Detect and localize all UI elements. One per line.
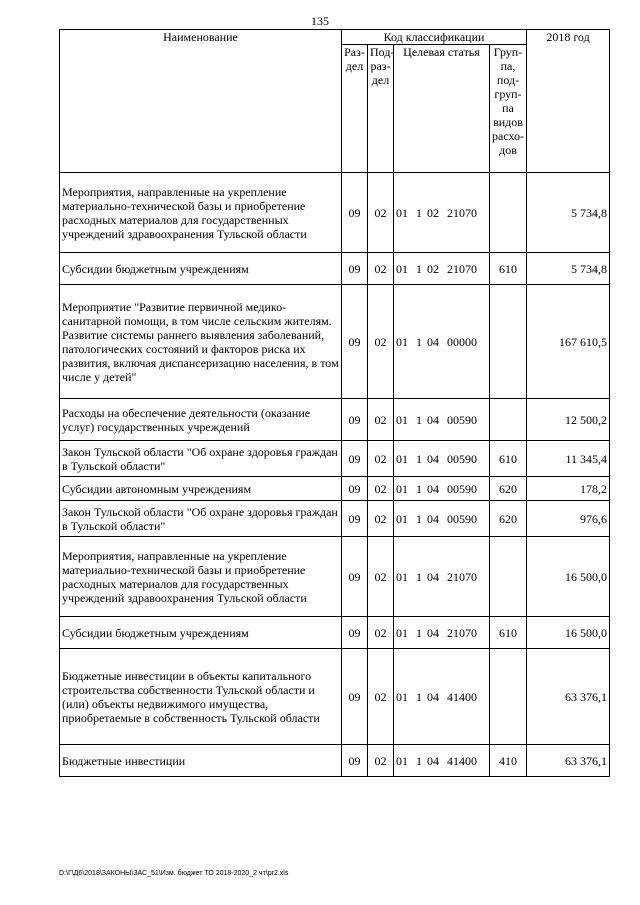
file-path-footer: D:\Г\Д6\2018\ЗАКОНЫ\ЗАС_51\Изм. бюджет ТО 2018-2020_2 чт\pr2.xls xyxy=(59,870,289,877)
table-row xyxy=(60,501,610,537)
row-expense-group: 620 xyxy=(490,477,527,501)
article-direction: 00590 xyxy=(447,511,477,526)
table-row xyxy=(60,441,610,477)
row-subsection: 02 xyxy=(368,399,394,441)
table-row xyxy=(60,537,610,617)
row-expense-group: 610 xyxy=(490,253,527,285)
row-subsection: 02 xyxy=(368,745,394,777)
header-subsection: Под- раз- дел xyxy=(368,45,394,173)
budget-table xyxy=(59,29,610,777)
row-name: Закон Тульской области "Об охране здоровья граждан в Тульской области" xyxy=(60,441,342,477)
row-section: 09 xyxy=(342,745,368,777)
row-section: 09 xyxy=(342,173,368,253)
table-row xyxy=(60,477,610,501)
table-row xyxy=(60,253,610,285)
row-amount: 63 376,1 xyxy=(527,649,610,745)
article-program: 01 xyxy=(396,569,408,584)
row-subsection: 02 xyxy=(368,501,394,537)
article-program: 01 xyxy=(396,334,408,349)
row-amount: 16 500,0 xyxy=(527,617,610,649)
table-row xyxy=(60,173,610,253)
row-article xyxy=(394,285,490,399)
row-article xyxy=(394,253,490,285)
row-name: Субсидии автономным учреждениям xyxy=(60,477,342,501)
article-subprogram: 1 xyxy=(416,569,422,584)
article-subprogram: 1 xyxy=(416,412,422,427)
article-direction: 41400 xyxy=(447,689,477,704)
row-name: Расходы на обеспечение деятельности (оказание услуг) государственных учреждений xyxy=(60,399,342,441)
row-name: Мероприятие "Развитие первичной медико-санитарной помощи, в том числе сельским жителям. Развитие системы раннего выявления заболеваний, патологических состояний и факторов риска их развития, включая диспансеризацию населения, в том числе у детей" xyxy=(60,285,342,399)
row-section: 09 xyxy=(342,537,368,617)
article-direction: 00000 xyxy=(447,334,477,349)
row-expense-group: 610 xyxy=(490,441,527,477)
row-subsection: 02 xyxy=(368,649,394,745)
row-subsection: 02 xyxy=(368,537,394,617)
row-section: 09 xyxy=(342,253,368,285)
row-expense-group xyxy=(490,173,527,253)
article-direction: 21070 xyxy=(447,625,477,640)
article-program: 01 xyxy=(396,205,408,220)
article-subprogram: 1 xyxy=(416,625,422,640)
row-section: 09 xyxy=(342,649,368,745)
article-program: 01 xyxy=(396,689,408,704)
row-subsection: 02 xyxy=(368,173,394,253)
row-amount: 11 345,4 xyxy=(527,441,610,477)
row-article xyxy=(394,649,490,745)
article-program: 01 xyxy=(396,625,408,640)
article-event: 04 xyxy=(427,481,439,496)
row-amount: 976,6 xyxy=(527,501,610,537)
header-section: Раз- дел xyxy=(342,45,368,173)
row-subsection: 02 xyxy=(368,285,394,399)
header-code-group: Код классификации xyxy=(342,30,527,45)
article-program: 01 xyxy=(396,481,408,496)
row-section: 09 xyxy=(342,441,368,477)
article-direction: 00590 xyxy=(447,451,477,466)
row-section: 09 xyxy=(342,285,368,399)
article-event: 04 xyxy=(427,625,439,640)
article-direction: 00590 xyxy=(447,481,477,496)
article-program: 01 xyxy=(396,412,408,427)
header-article: Целевая статья xyxy=(394,45,490,173)
row-expense-group: 410 xyxy=(490,745,527,777)
header-year: 2018 год xyxy=(527,30,610,173)
row-amount: 16 500,0 xyxy=(527,537,610,617)
article-event: 04 xyxy=(427,451,439,466)
row-article xyxy=(394,477,490,501)
row-section: 09 xyxy=(342,617,368,649)
article-subprogram: 1 xyxy=(416,511,422,526)
article-subprogram: 1 xyxy=(416,689,422,704)
article-subprogram: 1 xyxy=(416,205,422,220)
table-row xyxy=(60,617,610,649)
row-expense-group: 610 xyxy=(490,617,527,649)
article-event: 04 xyxy=(427,753,439,768)
article-program: 01 xyxy=(396,753,408,768)
table-row xyxy=(60,285,610,399)
article-direction: 21070 xyxy=(447,569,477,584)
article-direction: 00590 xyxy=(447,412,477,427)
row-expense-group xyxy=(490,285,527,399)
page-number: 135 xyxy=(311,14,329,28)
row-amount: 178,2 xyxy=(527,477,610,501)
table-row xyxy=(60,649,610,745)
article-subprogram: 1 xyxy=(416,481,422,496)
article-subprogram: 1 xyxy=(416,451,422,466)
row-expense-group xyxy=(490,537,527,617)
row-amount: 167 610,5 xyxy=(527,285,610,399)
article-subprogram: 1 xyxy=(416,753,422,768)
article-direction: 41400 xyxy=(447,753,477,768)
article-direction: 21070 xyxy=(447,205,477,220)
row-amount: 5 734,8 xyxy=(527,253,610,285)
row-name: Закон Тульской области "Об охране здоровья граждан в Тульской области" xyxy=(60,501,342,537)
header-name: Наименование xyxy=(60,30,342,173)
row-section: 09 xyxy=(342,399,368,441)
article-subprogram: 1 xyxy=(416,261,422,276)
article-event: 04 xyxy=(427,412,439,427)
row-subsection: 02 xyxy=(368,253,394,285)
article-program: 01 xyxy=(396,511,408,526)
row-article xyxy=(394,441,490,477)
article-event: 04 xyxy=(427,689,439,704)
row-name: Мероприятия, направленные на укрепление материально-технической базы и приобретение расходных материалов для государственных учреждений здравоохранения Тульской области xyxy=(60,537,342,617)
article-event: 02 xyxy=(427,205,439,220)
row-expense-group: 620 xyxy=(490,501,527,537)
row-article xyxy=(394,617,490,649)
table-body xyxy=(60,173,610,777)
table-row xyxy=(60,399,610,441)
row-section: 09 xyxy=(342,501,368,537)
row-article xyxy=(394,399,490,441)
article-event: 04 xyxy=(427,511,439,526)
header-group: Груп- па, под- груп- па видов расхо- дов xyxy=(490,45,527,173)
row-name: Бюджетные инвестиции xyxy=(60,745,342,777)
row-article xyxy=(394,501,490,537)
article-event: 02 xyxy=(427,261,439,276)
article-program: 01 xyxy=(396,451,408,466)
row-subsection: 02 xyxy=(368,441,394,477)
table-row xyxy=(60,745,610,777)
row-subsection: 02 xyxy=(368,477,394,501)
row-expense-group xyxy=(490,399,527,441)
row-name: Мероприятия, направленные на укрепление материально-технической базы и приобретение расходных материалов для государственных учреждений здравоохранения Тульской области xyxy=(60,173,342,253)
row-name: Бюджетные инвестиции в объекты капитального строительства собственности Тульской области и (или) объекты недвижимого имущества, приобретаемые в собственность Тульской области xyxy=(60,649,342,745)
article-event: 04 xyxy=(427,569,439,584)
row-name: Субсидии бюджетным учреждениям xyxy=(60,253,342,285)
row-expense-group xyxy=(490,649,527,745)
row-subsection: 02 xyxy=(368,617,394,649)
row-article xyxy=(394,173,490,253)
row-name: Субсидии бюджетным учреждениям xyxy=(60,617,342,649)
row-amount: 63 376,1 xyxy=(527,745,610,777)
article-event: 04 xyxy=(427,334,439,349)
article-program: 01 xyxy=(396,261,408,276)
article-subprogram: 1 xyxy=(416,334,422,349)
article-direction: 21070 xyxy=(447,261,477,276)
row-amount: 12 500,2 xyxy=(527,399,610,441)
row-section: 09 xyxy=(342,477,368,501)
row-article xyxy=(394,537,490,617)
row-amount: 5 734,8 xyxy=(527,173,610,253)
row-article xyxy=(394,745,490,777)
